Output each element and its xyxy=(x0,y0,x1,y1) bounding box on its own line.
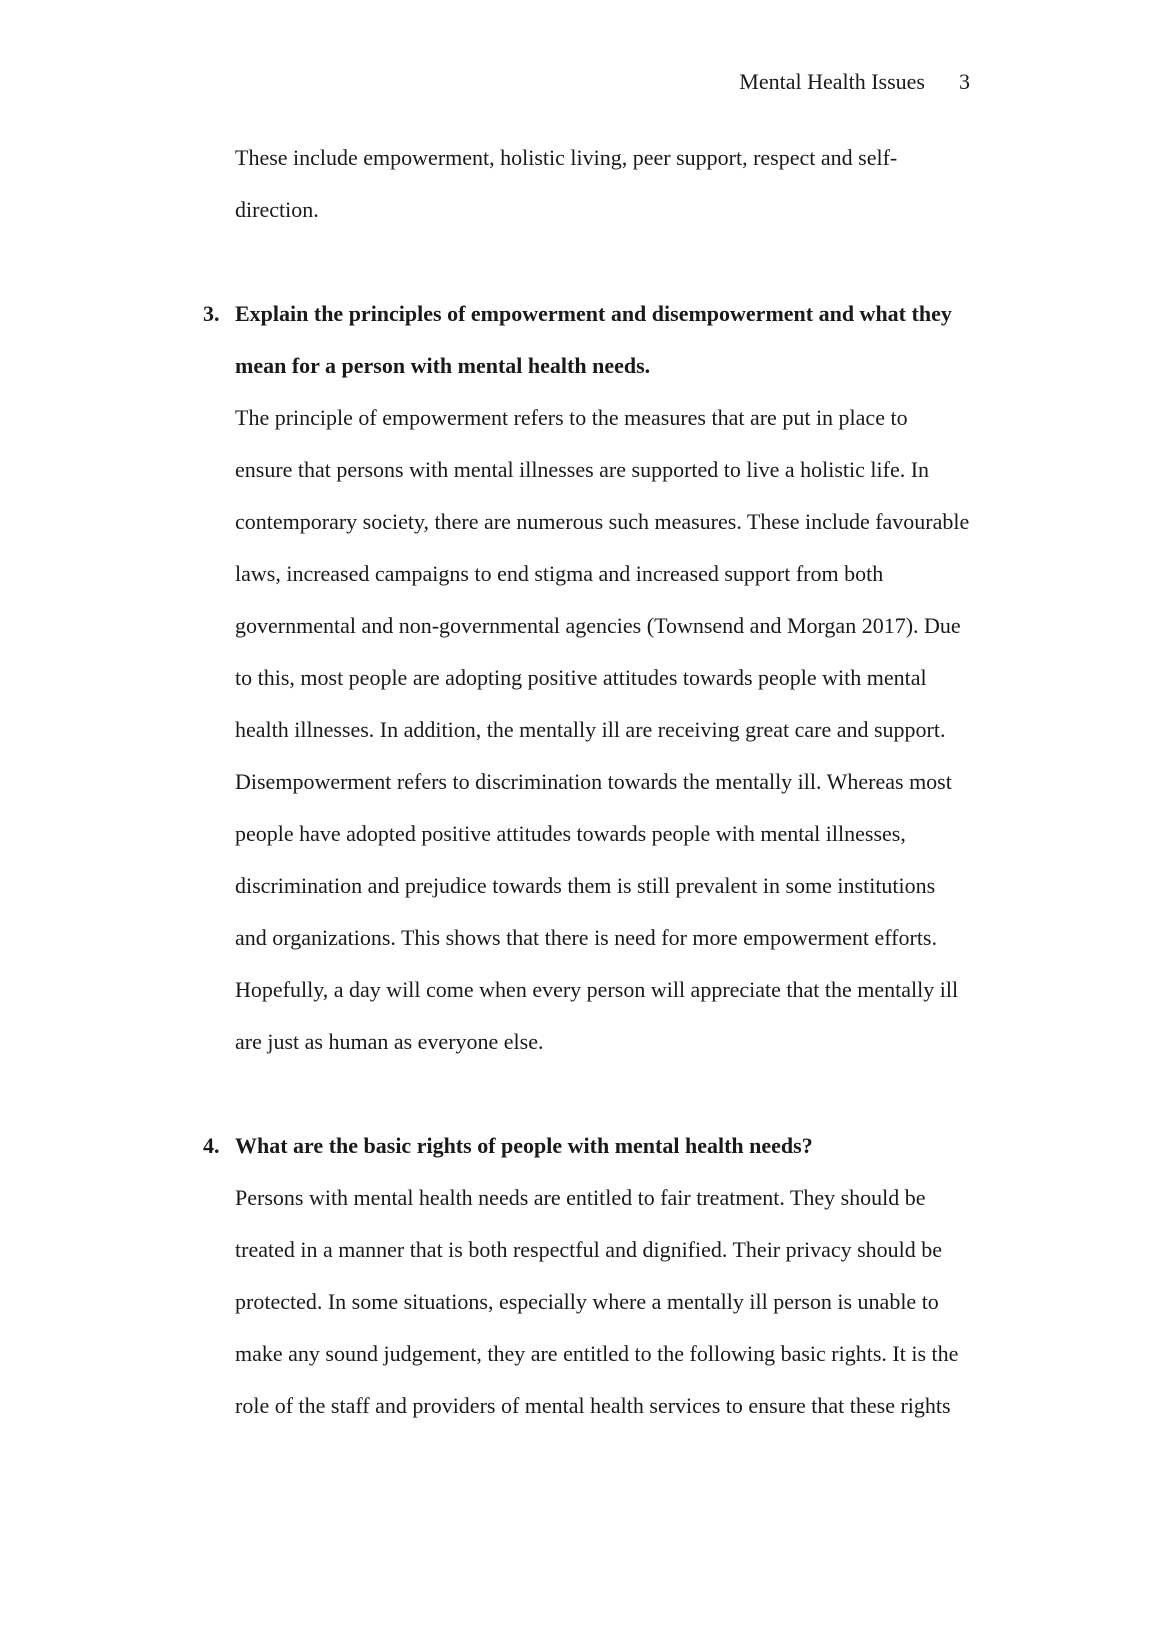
blank-line xyxy=(203,1068,970,1120)
intro-continuation-paragraph: These include empowerment, holistic living, peer support, respect and self-direction. xyxy=(235,145,898,222)
item-content xyxy=(235,1120,970,1432)
item-question: Explain the principles of empowerment and disempowerment and what they mean for a person with mental health needs. xyxy=(235,301,952,378)
list-item-3 xyxy=(203,288,970,1068)
page-header xyxy=(203,68,970,96)
item-number: 4. xyxy=(203,1133,220,1158)
item-number: 3. xyxy=(203,301,220,326)
list-item-4 xyxy=(203,1120,970,1432)
document-body xyxy=(203,132,970,1432)
page-number: 3 xyxy=(959,69,970,94)
item-content xyxy=(235,288,970,1068)
item-answer: Persons with mental health needs are entitled to fair treatment. They should be treated in a manner that is both respectful and dignified. Their privacy should be protected. In some situations, especially where a mentally ill person is unable to make any sound judgement, they are entitled to the following basic rights. It is the role of the staff and providers of mental health services to ensure that these rights xyxy=(235,1185,959,1418)
item-question: What are the basic rights of people with mental health needs? xyxy=(235,1133,813,1158)
item-answer: The principle of empowerment refers to the measures that are put in place to ensure that persons with mental illnesses are supported to live a holistic life. In contemporary society, there are numerous such measures. These include favourable laws, increased campaigns to end stigma and increased support from both governmental and non-governmental agencies (Townsend and Morgan 2017). Due to this, most people are adopting positive attitudes towards people with mental health illnesses. In addition, the mentally ill are receiving great care and support. Disempowerment refers to discrimination towards the mentally ill. Whereas most people have adopted positive attitudes towards people with mental illnesses, discrimination and prejudice towards them is still prevalent in some institutions and organizations. This shows that there is need for more empowerment efforts. Hopefully, a day will come when every person will appreciate that the mentally ill are just as human as everyone else. xyxy=(235,405,970,1054)
running-head-title: Mental Health Issues xyxy=(739,69,925,94)
blank-line xyxy=(203,236,970,288)
